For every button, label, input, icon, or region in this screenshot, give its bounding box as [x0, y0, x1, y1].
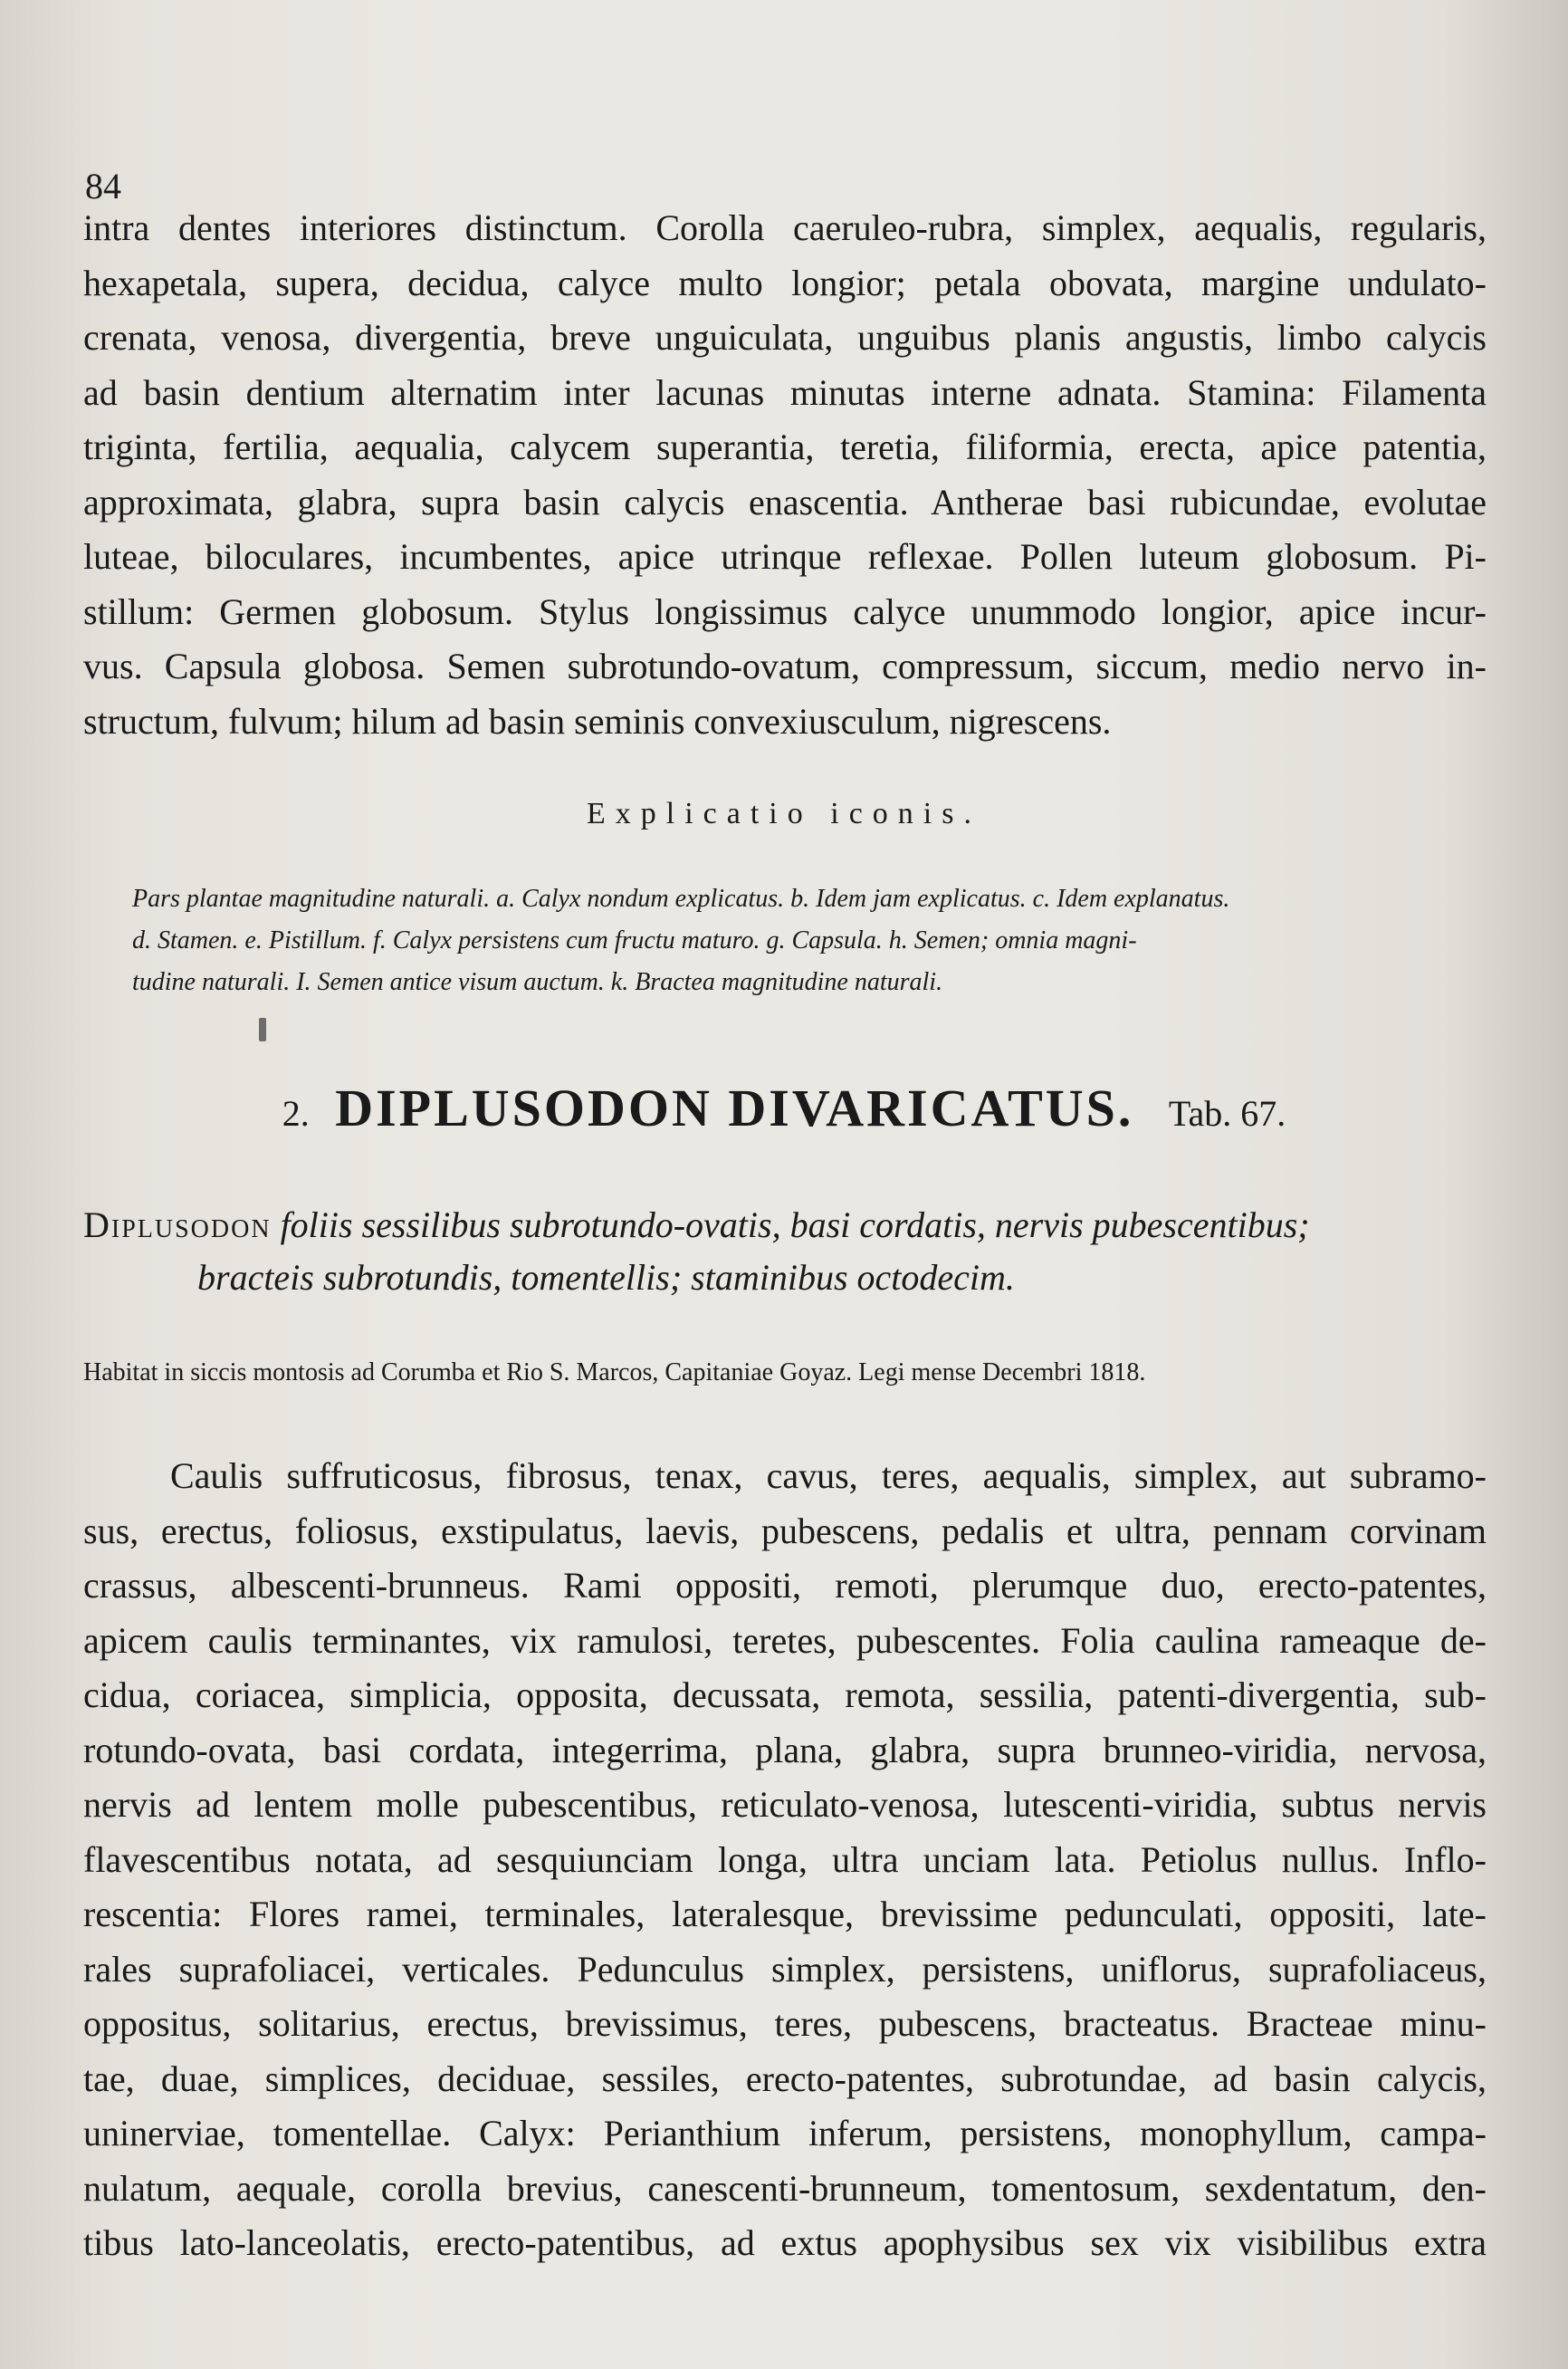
- text-line: flavescentibus notata, ad sesquiunciam longa, ultra unciam lata. Petiolus nullus. Inflo-: [83, 1838, 1487, 1880]
- text-line: intra dentes interiores distinctum. Corolla caeruleo-rubra, simplex, aequalis, regularis,: [83, 207, 1487, 248]
- description-paragraph-stem: [83, 1449, 1487, 2271]
- text-line: rotundo-ovata, basi cordata, integerrima, plana, glabra, supra brunneo-viridia, nervosa,: [83, 1729, 1487, 1770]
- description-paragraph-flower: [83, 201, 1487, 749]
- habitat-note: Habitat in siccis montosis ad Corumba et Rio S. Marcos, Capitaniae Goyaz. Legi mense Decembri 1818.: [83, 1358, 1146, 1386]
- species-name: DIPLUSODON DIVARICATUS.: [335, 1079, 1134, 1137]
- text-line: approximata, glabra, supra basin calycis enascentia. Antherae basi rubicundae, evolutae: [83, 481, 1487, 523]
- text-line: rescentia: Flores ramei, terminales, lateralesque, brevissime pedunculati, oppositi, late-: [83, 1894, 1487, 1934]
- text-line: luteae, biloculares, incumbentes, apice utrinque reflexae. Pollen luteum globosum. Pi-: [83, 536, 1487, 577]
- text-line: ad basin dentium alternatim inter lacunas minutas interne adnata. Stamina: Filamenta: [83, 371, 1487, 413]
- text-line: nervis ad lentem molle pubescentibus, reticulato-venosa, lutescenti-viridia, subtus nervis: [83, 1784, 1487, 1825]
- ink-mark: [259, 1018, 266, 1041]
- plate-explanation-heading: Explicatio iconis.: [587, 797, 981, 830]
- text-line: tae, duae, simplices, deciduae, sessiles, erecto-patentes, subrotundae, ad basin calycis,: [83, 2057, 1487, 2099]
- species-number: 2.: [282, 1093, 310, 1134]
- text-line: tudine naturali. I. Semen antice visum auctum. k. Bractea magnitudine naturali.: [132, 968, 943, 996]
- species-diagnosis: [83, 1199, 1488, 1304]
- text-line: vus. Capsula globosa. Semen subrotundo-ovatum, compressum, siccum, medio nervo in-: [83, 646, 1487, 686]
- text-line: oppositus, solitarius, erectus, brevissimus, teres, pubescens, bracteatus. Bracteae minu-: [83, 2003, 1487, 2044]
- text-line: sus, erectus, foliosus, exstipulatus, laevis, pubescens, pedalis et ultra, pennam corvinam: [83, 1510, 1487, 1551]
- text-line: hexapetala, supera, decidua, calyce multo longior; petala obovata, margine undulato-: [83, 262, 1487, 303]
- page-number: 84: [85, 166, 121, 206]
- text-line: uninerviae, tomentellae. Calyx: Perianthium inferum, persistens, monophyllum, campa-: [83, 2113, 1487, 2153]
- plate-explanation-text: [132, 878, 1483, 1003]
- species-heading: [0, 1078, 1568, 1138]
- text-line: crenata, venosa, divergentia, breve unguiculata, unguibus planis angustis, limbo calycis: [83, 317, 1487, 358]
- diagnosis-text: foliis sessilibus subrotundo-ovatis, basi cordatis, nervis pubescentibus;: [280, 1204, 1310, 1245]
- text-line: rales suprafoliacei, verticales. Pedunculus simplex, persistens, uniflorus, suprafoliaceus,: [83, 1948, 1487, 1990]
- text-line: apicem caulis terminantes, vix ramulosi, teretes, pubescentes. Folia caulina rameaque de-: [83, 1619, 1487, 1661]
- text-line: d. Stamen. e. Pistillum. f. Calyx persistens cum fructu maturo. g. Capsula. h. Semen; omnia magni-: [132, 926, 1137, 954]
- text-line: triginta, fertilia, aequalia, calycem superantia, teretia, filiformia, erecta, apice patentia,: [83, 427, 1487, 467]
- text-line: Pars plantae magnitudine naturali. a. Calyx nondum explicatus. b. Idem jam explicatus. c. Idem explanatus.: [132, 885, 1230, 913]
- text-line: tibus lato-lanceolatis, erecto-patentibus, ad extus apophysibus sex vix visibilibus extra: [83, 2222, 1487, 2263]
- diagnosis-line: [83, 1199, 1488, 1252]
- text-line: stillum: Germen globosum. Stylus longissimus calyce unummodo longior, apice incur-: [83, 590, 1487, 632]
- text-line: structum, fulvum; hilum ad basin seminis convexiusculum, nigrescens.: [83, 700, 1112, 742]
- plate-reference: Tab. 67.: [1168, 1093, 1286, 1134]
- text-line: cidua, coriacea, simplicia, opposita, decussata, remota, sessilia, patenti-divergentia, sub-: [83, 1674, 1487, 1715]
- text-line: crassus, albescenti-brunneus. Rami oppositi, remoti, plerumque duo, erecto-patentes,: [83, 1565, 1487, 1606]
- text-line: Caulis suffruticosus, fibrosus, tenax, cavus, teres, aequalis, simplex, aut subramo-: [170, 1455, 1487, 1496]
- diagnosis-line: bracteis subrotundis, tomentellis; staminibus octodecim.: [197, 1257, 1015, 1298]
- text-line: nulatum, aequale, corolla brevius, canescenti-brunneum, tomentosum, sexdentatum, den-: [83, 2167, 1487, 2209]
- diagnosis-genus: Diplusodon: [83, 1204, 272, 1245]
